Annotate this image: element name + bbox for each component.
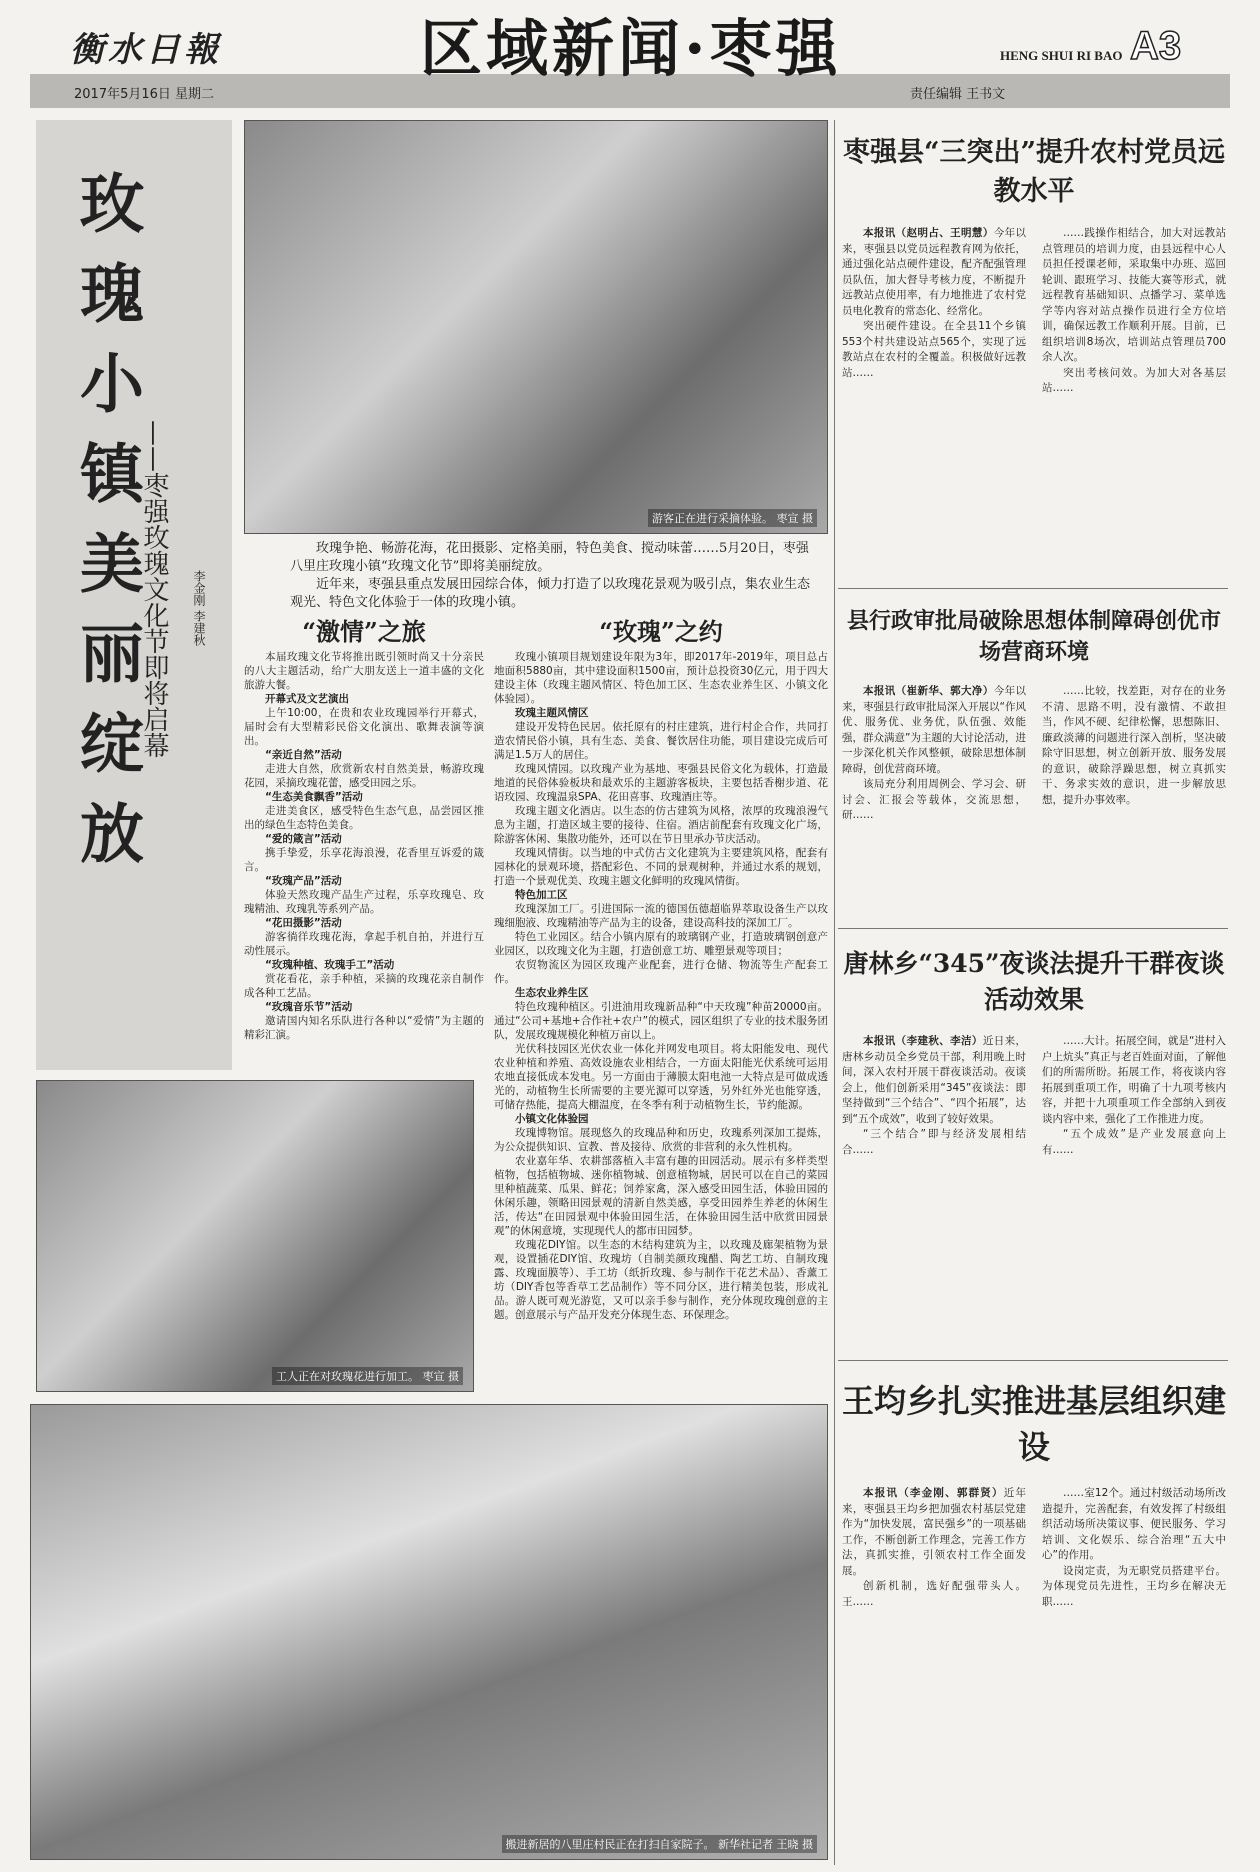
article-paragraph: “五个成效”是产业发展意向上有…… <box>1042 1128 1226 1156</box>
article-paragraph: 设岗定责，为无职党员搭建平台。为体现党员先进性，王均乡在解决无职…… <box>1042 1564 1226 1608</box>
feature-intro <box>290 540 810 612</box>
article-byline: 本报讯（李建秋、李洁） <box>863 1035 983 1047</box>
article-paragraph: 近日来，唐林乡动员全乡党员干部，利用晚上时间，深入农村开展干群夜谈活动。夜谈会上，他们创新采用“345”夜谈法：即坚持做到“三个结合”、“四个拓展”，达到“五个成效”，收到了较好效果。 <box>842 1035 1027 1125</box>
body-subheading: “玫瑰产品”活动 <box>265 875 342 887</box>
masthead-pinyin: HENG SHUI RI BAO <box>1000 48 1123 63</box>
photo-caption: 游客正在进行采摘体验。 枣宣 摄 <box>648 509 817 527</box>
article-paragraph: 突出考核问效。为加大对各基层站…… <box>1042 366 1226 394</box>
rose-processing-photo <box>36 1080 474 1392</box>
column-divider <box>834 120 835 1865</box>
body-paragraph: 携手挚爱，乐享花海浪漫，花香里互诉爱的箴言。 <box>244 847 484 873</box>
body-subheading: 生态农业养生区 <box>515 987 589 999</box>
section-heading-rose: “玫瑰”之约 <box>599 617 723 646</box>
body-subheading: 开幕式及文艺演出 <box>265 693 349 705</box>
article-paragraph: 近年来，枣强县王均乡把加强农村基层党建作为“加快发展，富民强乡”的一项基础工作，不断创新工作理念，完善工作方法，真抓实推，引领农村工作全面发展。 <box>842 1487 1027 1577</box>
article-paragraph: 突出硬件建设。在全县11个乡镇553个村共建设站点565个，实现了远教站点在农村的全覆盖。积极做好远教站…… <box>842 320 1026 379</box>
article-paragraph: ……室12个。通过村级活动场所改造提升，完善配套，有效发挥了村级组织活动场所决策议事、便民服务、学习培训、文化娱乐、综合治理“五大中心”的作用。 <box>1042 1487 1226 1561</box>
section-heading-passion: “激情”之旅 <box>302 617 426 646</box>
body-paragraph: 农贸物流区为园区玫瑰产业配套，进行仓储、物流等生产配套工作。 <box>494 959 828 985</box>
article-paragraph: ……践操作相结合，加大对远教站点管理员的培训力度，由县远程中心人员担任授课老师，采取集中办班、巡回轮训、跟班学习、技能大赛等形式，就远程教育基础知识、点播学习、菜单选学等内容对站点操作员进行全方位培训，确保远教工作顺利开展。目前，已组织培训8场次，培训站点管理员700余人次。 <box>1042 227 1226 363</box>
body-subheading: 玫瑰主题风情区 <box>515 707 589 719</box>
body-paragraph: 玫瑰博物馆。展现悠久的玫瑰品种和历史，玫瑰系列深加工提炼，为公众提供知识、宣教、普及接待、欣赏的非营利的永久性机构。 <box>494 1127 828 1153</box>
body-subheading: 小镇文化体验园 <box>515 1113 589 1125</box>
body-subheading: “爱的箴言”活动 <box>265 833 342 845</box>
article-divider <box>838 588 1228 589</box>
body-subheading: “玫瑰种植、玫瑰手工”活动 <box>265 959 395 971</box>
article-byline: 本报讯（李金刚、郭群贤） <box>863 1487 1004 1499</box>
body-paragraph: 走进大自然，欣赏新农村自然美景，畅游玫瑰花园，采摘玫瑰花蕾，感受田园之乐。 <box>244 763 484 789</box>
article-paragraph: 该局充分利用周例会、学习会、研讨会、汇报会等载体，交流思想，研…… <box>842 778 1026 821</box>
editor-credit: 责任编辑 王书文 <box>910 87 1006 102</box>
article-divider <box>838 928 1228 929</box>
rose-body <box>494 650 828 1322</box>
passion-body <box>244 650 484 1042</box>
feature-subtitle: ——枣强玫瑰文化节即将启幕 <box>139 420 169 758</box>
body-paragraph: 特色玫瑰种植区。引进油用玫瑰新品种“中天玫瑰”种苗20000亩。通过“公司+基地+合作社+农户”的模式，园区组织了专业的技术服务团队，发展玫瑰规模化种植万亩以上。 <box>494 1001 828 1041</box>
article-paragraph: “三个结合”即与经济发展相结合…… <box>842 1128 1026 1156</box>
intro-paragraph: 近年来，枣强县重点发展田园综合体，倾力打造了以玫瑰花景观为吸引点，集农业生态观光、特色文化体验于一体的玫瑰小镇。 <box>290 577 811 610</box>
article-paragraph: ……比较，找差距，对存在的业务不清、思路不明，没有激情、不敢担当，作风不硬、纪律松懈，思想陈旧、廉政淡薄的问题进行深入剖析，坚决破除守旧思想，树立创新开放、服务发展的意识，破除浮躁思想，树立真抓实干、务求实效的意识，进一步解放思想，提升办事效率。 <box>1042 685 1226 806</box>
article-paragraph: 今年以来，枣强县以党员远程教育网为依托，通过强化站点硬件建设，配齐配强管理员队伍，加大督导考核力度，不断提升远教站点使用率，有力地推进了农村党员电化教育的常态化、经常化。 <box>842 227 1027 317</box>
body-paragraph: 特色工业园区。结合小镇内原有的玻璃钢产业，打造玻璃钢创意产业园区，以玫瑰文化为主题，打造创意工坊、雕塑景观等项目； <box>494 931 828 957</box>
article-divider <box>838 1360 1228 1361</box>
article-body <box>842 226 1226 397</box>
body-paragraph: 玫瑰风情园。以玫瑰产业为基地、枣强县民俗文化为载体，打造最地道的民俗体验板块和最欢乐的主题游客板块，主要包括香榭步道、花语玫园、玫瑰温泉SPA、花田喜事、玫瑰酒庄等。 <box>494 763 828 803</box>
article-administrative-approval <box>842 604 1226 824</box>
article-byline: 本报讯（崔新华、郭大净） <box>863 685 994 697</box>
article-paragraph: 今年以来，枣强县行政审批局深入开展以“作风优、服务优、业务优，队伍强、效能强，群众满意”为主题的大讨论活动，进一步深化机关作风整顿，破除思想体制障碍，创优营商环境。 <box>842 685 1027 775</box>
body-paragraph: 建设开发特色民居。依托原有的村庄建筑，进行村企合作，共同打造农情民俗小镇，具有生态、美食、餐饮居住功能，项目建设完成后可满足1.5万人的居住。 <box>494 721 828 761</box>
body-paragraph: 光伏科技园区光伏农业一体化并网发电项目。将太阳能发电、现代农业种植和养殖、高效设施农业相结合，一方面太阳能光伏系统可运用农地直接低成本发电。另一方面由于薄膜太阳电池一大特点是可做成透光的，动植物生长所需要的主要光源可以穿透，另外红外光也能穿透，可储存热能，提高大棚温度，在冬季有利于动植物生长，节约能源。 <box>494 1043 828 1111</box>
body-subheading: “亲近自然”活动 <box>265 749 342 761</box>
body-paragraph: 玫瑰风情街。以当地的中式仿古文化建筑为主要建筑风格，配套有园林化的景观环境，搭配彩色、不同的景观树种，并通过水系的规划，打造一个景观优美、玫瑰主题文化鲜明的玫瑰风情街。 <box>494 847 828 887</box>
body-subheading: “花田摄影”活动 <box>265 917 342 929</box>
issue-date: 2017年5月16日 星期二 <box>74 87 215 102</box>
photo-caption: 工人正在对玫瑰花进行加工。 枣宣 摄 <box>272 1367 463 1385</box>
feature-title: 玫瑰小镇美丽绽放 <box>69 170 144 890</box>
body-paragraph: 玫瑰主题文化酒店。以生态的仿古建筑为风格，浓厚的玫瑰浪漫气息为主题，打造区域主要的接待、住宿。酒店前配套有玫瑰文化广场，除游客休闲、集散功能外，还可以在节日里承办节庆活动。 <box>494 805 828 845</box>
body-paragraph: 玫瑰小镇项目规划建设年限为3年，即2017年-2019年，项目总占地面积5880亩，其中建设面积1500亩，预计总投资30亿元，用于四大建设主体（玫瑰主题风情区、特色加工区、生态农业养生区、小镇文化体验园）。 <box>494 651 828 705</box>
newspaper-masthead: 衡水日報 <box>70 30 222 70</box>
body-paragraph: 玫瑰深加工厂。引进国际一流的德国伍德超临界萃取设备生产以玫瑰细胞液、玫瑰精油等产品为主的设备，建设高科技的深加工厂。 <box>494 903 828 929</box>
page-number: A3 <box>1130 24 1182 68</box>
article-remote-education <box>842 130 1226 397</box>
article-body <box>842 1486 1226 1610</box>
article-headline: 枣强县“三突出”提升农村党员远教水平 <box>842 137 1226 207</box>
rose-picking-photo <box>244 120 828 534</box>
article-headline: 县行政审批局破除思想体制障碍创优市场营商环境 <box>846 608 1221 665</box>
article-byline: 本报讯（赵明占、王明慧） <box>863 227 994 239</box>
article-tanglin-night-talk <box>842 944 1226 1158</box>
body-paragraph: 玫瑰花DIY馆。以生态的木结构建筑为主，以玫瑰及廊架植物为景观，设置插花DIY馆、玫瑰坊（自制美颜玫瑰醋、陶艺工坊、自制玫瑰露、玫瑰面膜等）、手工坊（纸折玫瑰、参与制作干花艺术品）、香薰工坊（DIY香包等香草工艺品制作）等不同分区，进行精美包装，形成礼品。游人既可观光游览，又可以亲手参与制作，充分体现玫瑰创意的主题。创意展示与产品开发充分体现生态、环保理念。 <box>494 1239 828 1321</box>
body-paragraph: 农业嘉年华、农耕部落植入丰富有趣的田园活动。展示有多样类型植物，包括植物城、迷你植物城、创意植物城，居民可以在自己的菜园里种植蔬菜、瓜果、鲜花；饲养家禽，深入感受田园生活，体验田园的休闲乐趣，领略田园景观的清新自然美感，享受田园养生养老的休闲生活，传达“在田园景观中体验田园生活，在体验田园生活中欣赏田园景观”的休闲意境，实现现代人的都市田园梦。 <box>494 1155 828 1237</box>
intro-paragraph: 玫瑰争艳、畅游花海，花田摄影、定格美丽，特色美食、搅动味蕾……5月20日，枣强八里庄玫瑰小镇“玫瑰文化节”即将美丽绽放。 <box>290 541 809 574</box>
article-body <box>842 684 1226 824</box>
section-title: 区域新闻·枣强 <box>420 12 842 85</box>
body-subheading: “生态美食飘香”活动 <box>265 791 363 803</box>
body-paragraph: 游客徜徉玫瑰花海，拿起手机自拍，并进行互动性展示。 <box>244 931 484 957</box>
article-headline: 王均乡扎实推进基层组织建设 <box>842 1382 1227 1466</box>
article-paragraph: 创新机制，选好配强带头人。王…… <box>842 1580 1026 1608</box>
article-paragraph: ……大计。拓展空间，就是“进村入户上炕头”真正与老百姓面对面，了解他们的所需所盼。拓展工作，将夜谈内容拓展到重项工作，明确了十九项考核内容，并把十九项重项工作全部纳入到夜谈内容中来，强化了工作推进力度。 <box>1042 1035 1226 1125</box>
body-paragraph: 体验天然玫瑰产品生产过程，乐享玫瑰皂、玫瑰精油、玫瑰乳等系列产品。 <box>244 889 484 915</box>
article-body <box>842 1034 1226 1158</box>
body-paragraph: 赏花看花，亲手种植，采摘的玫瑰花亲自制作成各种工艺品。 <box>244 973 484 999</box>
body-subheading: “玫瑰音乐节”活动 <box>265 1001 353 1013</box>
body-subheading: 特色加工区 <box>515 889 568 901</box>
article-headline: 唐林乡“345”夜谈法提升干群夜谈活动效果 <box>843 949 1225 1014</box>
body-paragraph: 邀请国内知名乐队进行各种以“爱情”为主题的精彩汇演。 <box>244 1015 484 1041</box>
photo-caption: 搬进新居的八里庄村民正在打扫自家院子。 新华社记者 王晓 摄 <box>502 1835 818 1853</box>
article-wangjun-grassroots <box>842 1376 1226 1610</box>
body-paragraph: 走进美食区，感受特色生态气息，品尝园区推出的绿色生态特色美食。 <box>244 805 484 831</box>
feature-authors: 李金刚 李建秋 <box>192 570 206 646</box>
body-paragraph: 本届玫瑰文化节将推出既引领时尚又十分亲民的八大主题活动，给广大朋友送上一道丰盛的文化旅游大餐。 <box>244 651 484 691</box>
body-paragraph: 上午10:00，在贵和农业玫瑰园举行开幕式，届时会有大型精彩民俗文化演出、歌舞表演等演出。 <box>244 707 484 747</box>
new-residence-photo <box>30 1404 828 1860</box>
